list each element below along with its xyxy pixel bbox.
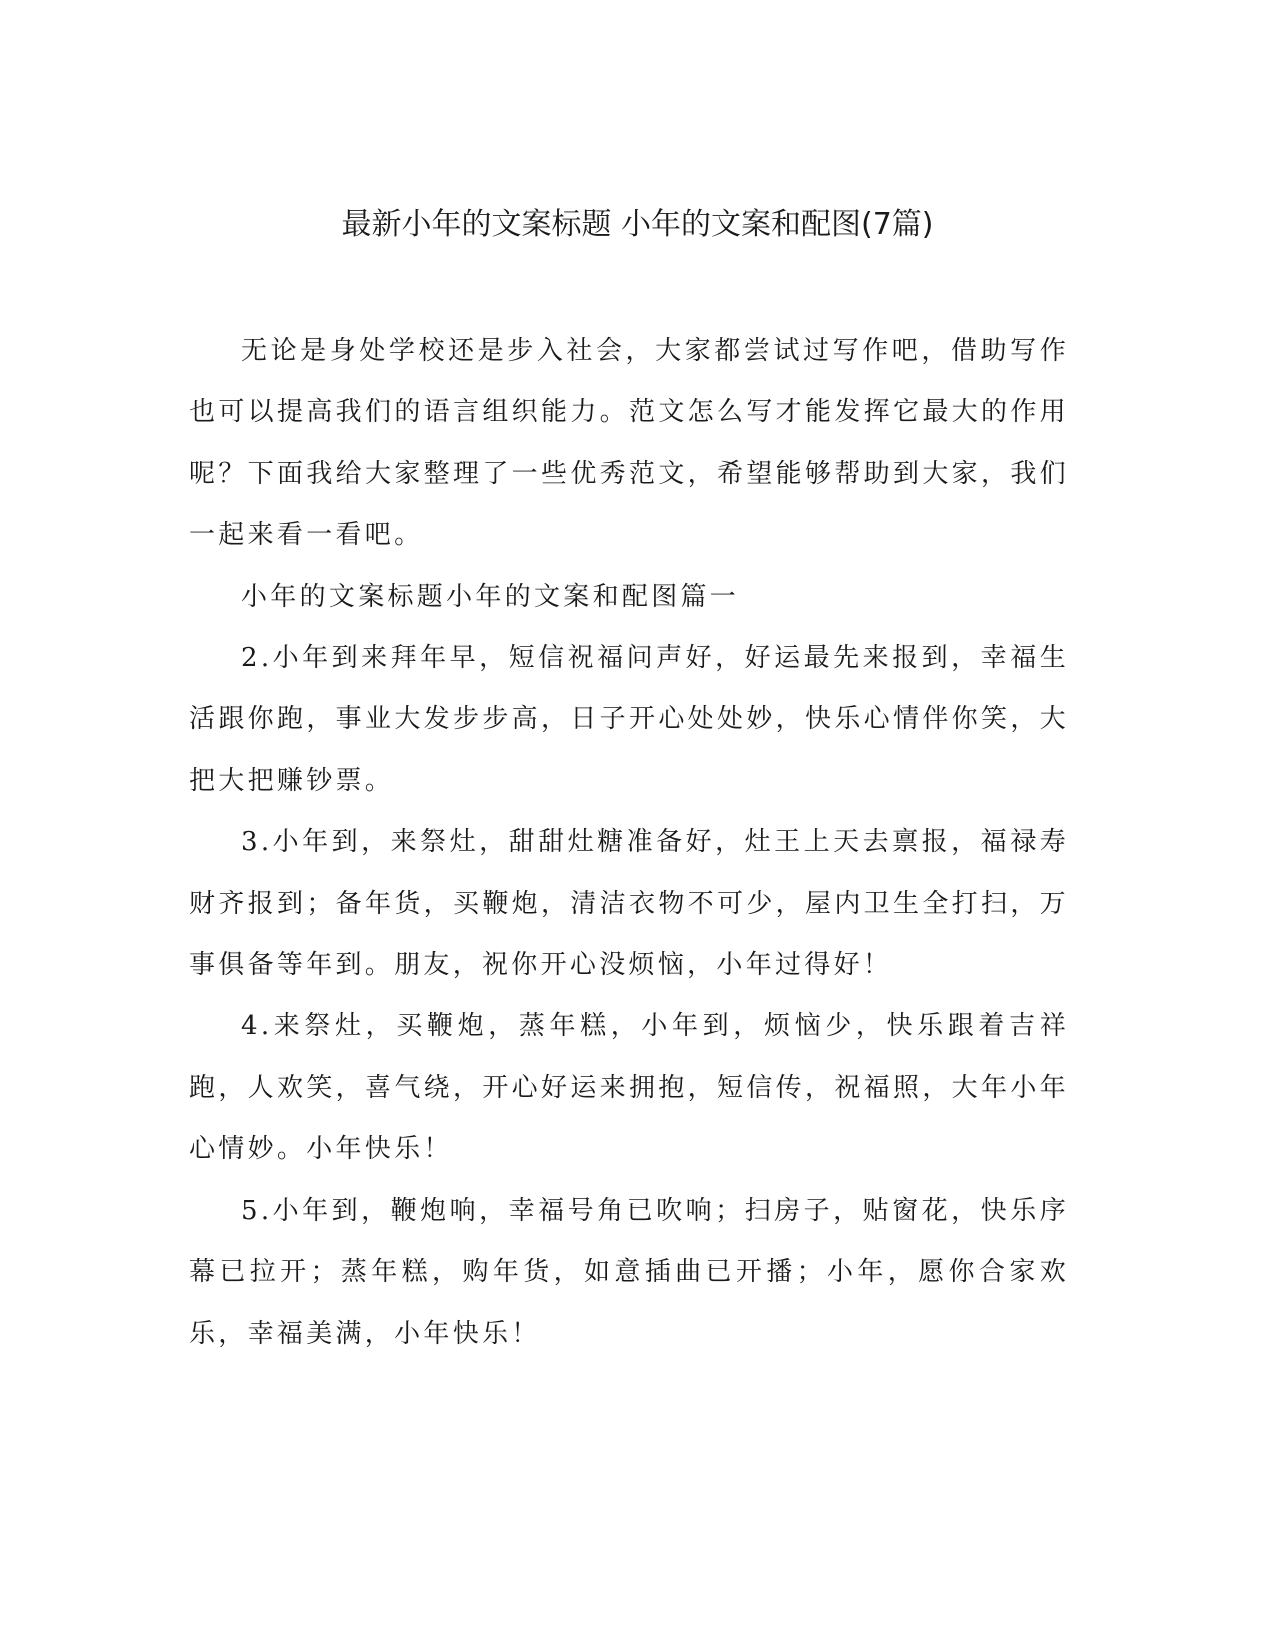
section-heading: 小年的文案标题小年的文案和配图篇一 <box>241 581 740 612</box>
document-title: 最新小年的文案标题 小年的文案和配图(7篇) <box>341 207 934 242</box>
intro-paragraph: 无论是身处学校还是步入社会，大家都尝试过写作吧，借助写作也可以提高我们的语言组织能力。范文怎么写才能发挥它最大的作用呢？下面我给大家整理了一些优秀范文，希望能够帮助到大家，我们一起来看一看吧。 <box>189 336 1069 551</box>
list-item: 4.来祭灶，买鞭炮，蒸年糕，小年到，烦恼少，快乐跟着吉祥跑，人欢笑，喜气绕，开心好运来拥抱，短信传，祝福照，大年小年心情妙。小年快乐！ <box>189 1011 1069 1165</box>
list-item: 3.小年到，来祭灶，甜甜灶糖准备好，灶王上天去禀报，福禄寿财齐报到；备年货，买鞭炮，清洁衣物不可少，屋内卫生全打扫，万事俱备等年到。朋友，祝你开心没烦恼，小年过得好！ <box>189 827 1069 981</box>
list-item: 2.小年到来拜年早，短信祝福问声好，好运最先来报到，幸福生活跟你跑，事业大发步步高，日子开心处处妙，快乐心情伴你笑，大把大把赚钞票。 <box>189 643 1069 796</box>
list-item: 5.小年到，鞭炮响，幸福号角已吹响；扫房子，贴窗花，快乐序幕已拉开；蒸年糕，购年货，如意插曲已开播；小年，愿你合家欢乐，幸福美满，小年快乐！ <box>189 1195 1069 1349</box>
document-body <box>189 321 1069 1365</box>
